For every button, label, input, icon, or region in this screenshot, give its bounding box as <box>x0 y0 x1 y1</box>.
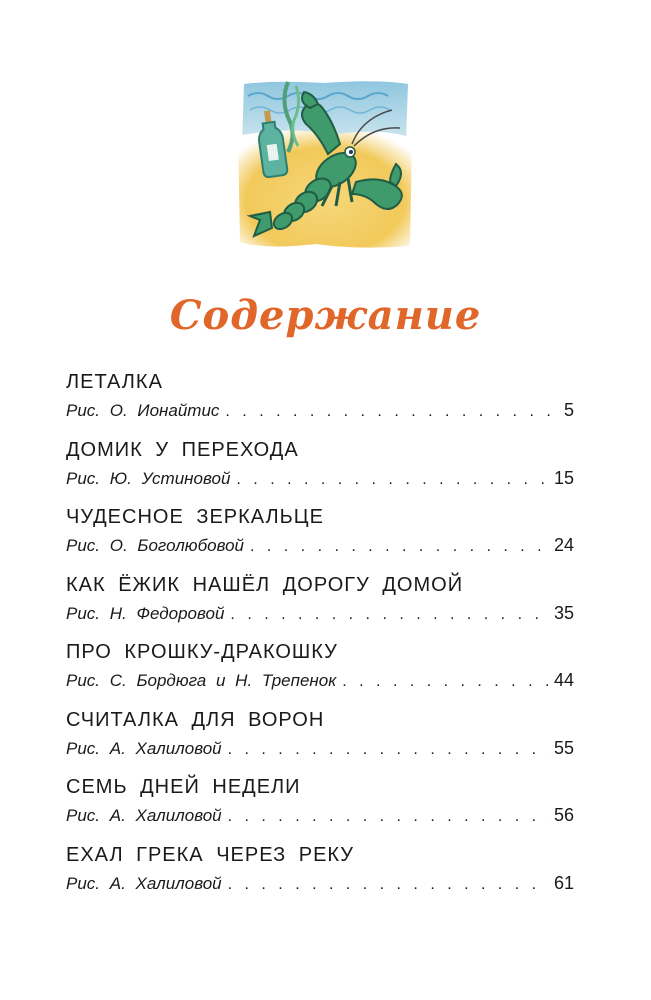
toc-entry-credit: Рис. Н. Федоровой <box>66 603 225 623</box>
leader-dots <box>228 873 550 897</box>
toc-entry-page: 56 <box>553 805 574 825</box>
toc-entry[interactable] <box>66 370 574 438</box>
toc-entry-credit: Рис. С. Бордюга и Н. Трепенок <box>66 671 337 690</box>
toc-entry-page: 44 <box>553 670 574 690</box>
toc-entry-title: ЕХАЛ ГРЕКА ЧЕРЕЗ РЕКУ <box>66 843 355 866</box>
toc-entry-credit: Рис. О. Боголюбовой <box>66 536 244 555</box>
toc-entry[interactable] <box>66 573 574 641</box>
toc-entry-credit: Рис. А. Халиловой <box>66 806 222 825</box>
leader-dots <box>342 670 550 694</box>
toc-entry-page: 24 <box>553 535 574 555</box>
toc-entry-title: СЧИТАЛКА ДЛЯ ВОРОН <box>66 708 325 731</box>
toc-entry-page: 35 <box>553 602 574 623</box>
toc-entry-title: ЛЕТАЛКА <box>66 371 163 393</box>
toc-entry-page: 5 <box>563 400 574 420</box>
toc-entry-title: ДОМИК У ПЕРЕХОДА <box>66 438 299 461</box>
toc-entry-page: 61 <box>553 872 574 893</box>
toc-entry[interactable] <box>66 505 574 573</box>
toc-entry-credit: Рис. О. Ионайтис <box>66 401 220 420</box>
toc-entry-credit: Рис. А. Халиловой <box>66 873 222 893</box>
leader-dots <box>250 535 550 559</box>
table-of-contents <box>66 370 574 910</box>
toc-entry[interactable] <box>66 438 574 506</box>
toc-entry-title: ЧУДЕСНОЕ ЗЕРКАЛЬЦЕ <box>66 506 324 528</box>
leader-dots <box>230 603 550 627</box>
toc-entry[interactable] <box>66 775 574 843</box>
toc-entry-page: 15 <box>553 467 574 488</box>
toc-entry-title: ПРО КРОШКУ-ДРАКОШКУ <box>66 641 338 663</box>
toc-entry-credit: Рис. А. Халиловой <box>66 738 222 758</box>
page-title: Содержание <box>169 292 482 339</box>
toc-entry-credit: Рис. Ю. Устиновой <box>66 468 231 488</box>
toc-entry[interactable] <box>66 640 574 708</box>
toc-entry-title: КАК ЁЖИК НАШЁЛ ДОРОГУ ДОМОЙ <box>66 573 464 596</box>
toc-entry[interactable] <box>66 708 574 776</box>
leader-dots <box>225 400 560 424</box>
leader-dots <box>228 738 550 762</box>
toc-entry-page: 55 <box>553 737 574 758</box>
toc-entry-title: СЕМЬ ДНЕЙ НЕДЕЛИ <box>66 776 301 798</box>
lobster-illustration <box>236 78 412 250</box>
leader-dots <box>236 468 550 492</box>
toc-entry[interactable] <box>66 843 574 911</box>
leader-dots <box>228 805 550 829</box>
